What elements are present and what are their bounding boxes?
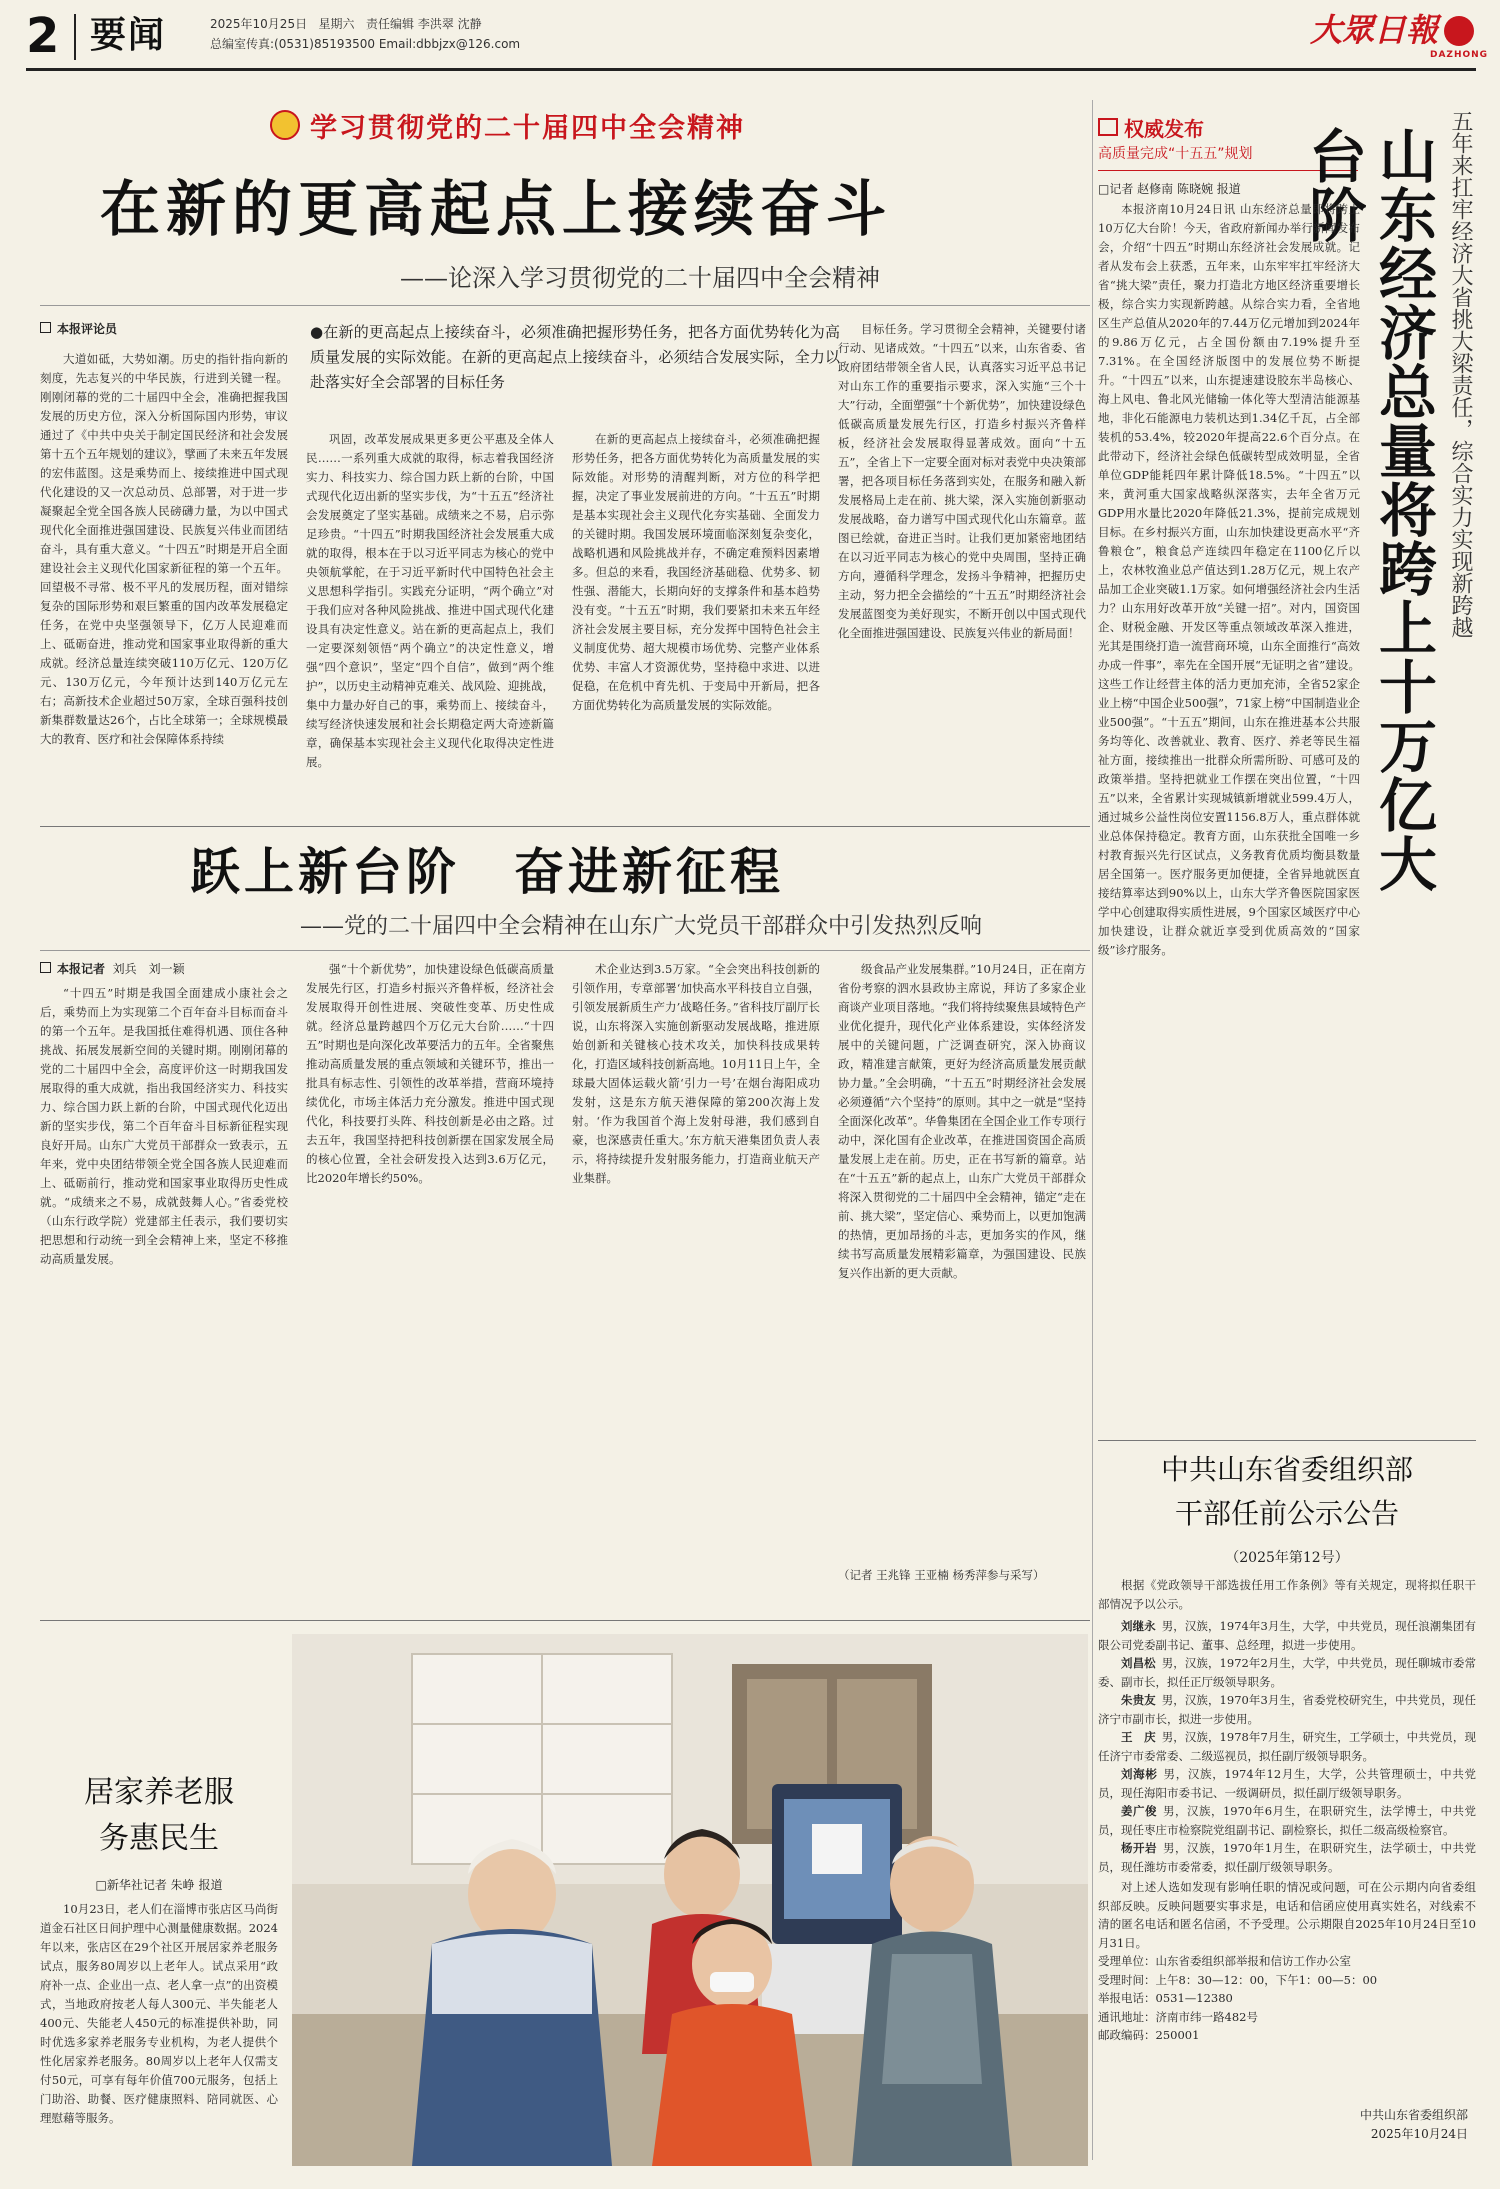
notice-contacts [1098,1952,1476,2045]
page-number: 2 [26,8,60,64]
second-column-3-text: 术企业达到3.5万家。“全会突出科技创新的引领作用，专章部署‘加快高水平科技自立自强，引领发展新质生产力’战略任务。”省科技厅副厅长说，山东将深入实施创新驱动发展战略，推进原始创新和关键核心技术攻关，加快科技成果转化，打造区域科技创新高地。10月11日上午，全球最大固体运载火箭‘引力一号’在烟台海阳成功发射，这是东方航天港保障的第200次海上发射。‘作为我国首个海上发射母港，我们感到自豪，也深感责任重大。’东方航天港集团负责人表示，将持续提升发射服务能力，打造商业航天产业集群。 [572,962,820,1185]
lead-column-4 [838,320,1086,810]
authority-tag [1098,114,1204,140]
contact-line: 总编室传真:(0531)85193500 Email:dbbjzx@126.com [210,37,521,51]
nominee-item [1098,1691,1476,1728]
photo-title-text: 居家养老服务惠民生 [84,1775,234,1856]
second-subhead-rule [40,950,1090,951]
notice-office: 受理单位：山东省委组织部举报和信访工作办公室 [1098,1954,1351,1968]
notice-title-line-2: 干部任前公示公告 [1174,1497,1399,1530]
nominee-desc: 男，汉族，1974年3月生，大学，中共党员，现任浪潮集团有限公司党委副书记、董事、总经理，拟进一步使用。 [1098,1619,1476,1652]
second-column-2-text: 强“十个新优势”，加快建设绿色低碳高质量发展先行区，打造乡村振兴齐鲁样板，经济社会发展取得开创性进展、突破性变革、历史性成就。经济总量跨越四个万亿元大台阶……“十四五”时期也是向深化改革要活力的五年。全省聚焦推动高质量发展的重点领域和关键环节，推出一批具有标志性、引领性的改革举措，营商环境持续优化，市场主体活力充分激发。推进中国式现代化，科技要打头阵、科技创新是必由之路。过去五年，我国坚持把科技创新摆在国家发展全局的核心位置，全社会研发投入达到3.6万亿元，比2020年增长约50%。 [306,962,554,1185]
nominee-desc: 男，汉族，1974年12月生，大学，公共管理硕士，中共党员，现任海阳市委书记、一级调研员，拟任副厅级领导职务。 [1098,1767,1476,1800]
notice-hours: 受理时间：上午8：30—12：00，下午1：00—5：00 [1098,1972,1378,1987]
lead-column-2 [306,430,554,810]
newspaper-logo [1310,10,1489,64]
nominee-name: 杨开岩 [1121,1841,1157,1855]
notice-intro: 根据《党政领导干部选拔任用工作条例》等有关规定，现将拟任职干部情况予以公示。 [1098,1578,1476,1611]
byline-box-icon-2 [40,962,51,973]
notice-title [1098,1448,1476,1536]
lead-column-3-text: 在新的更高起点上接续奋斗，必须准确把握形势任务，把各方面优势转化为高质量发展的实际效能。对形势的清醒判断，对方位的科学把握，决定了事业发展前进的方向。“十五五”时期是基本实现社会主义现代化夯实基础、全面发力的关键时期。我国发展环境面临深刻复杂变化，战略机遇和风险挑战并存，不确定难预料因素增多。但总的来看，我国经济基础稳、优势多、韧性强、潜能大，长期向好的支撑条件和基本趋势没有变。“十五五”时期，我们要紧扣未来五年经济社会发展主要目标，充分发挥中国特色社会主义制度优势、超大规模市场优势、完整产业体系优势、丰富人才资源优势，坚持稳中求进、以进促稳，在危机中育先机、于变局中开新局，把各方面优势转化为高质量发展的实际效能。 [572,432,820,712]
logo-emblem-icon [1444,16,1474,46]
authority-headline: 山东经济总量将跨上十万亿大台阶 [1299,126,1437,893]
issue-editors: 责任编辑 李洪翠 沈静 [366,17,482,31]
section-name: 要闻 [90,15,167,56]
second-column-2 [306,960,554,1610]
nominee-item [1098,1617,1476,1654]
photo-title [40,1770,278,1862]
lead-bottom-rule [40,826,1090,827]
second-headline: 跃上新台阶 奋进新征程 [190,843,784,901]
lead-column-3 [572,430,820,810]
issue-weekday: 星期六 [318,17,355,31]
second-column-3 [572,960,820,1610]
nominee-item [1098,1654,1476,1691]
lead-column-2-text: 巩固，改革发展成果更多更公平惠及全体人民……一系列重大成就的取得，标志着我国经济实力、科技实力、综合国力跃上新的台阶，中国式现代化迈出新的坚实步伐，为“十五五”经济社会发展奠定了坚实基础。成绩来之不易，启示弥足珍贵。“十四五”时期我国经济社会发展重大成就的取得，根本在于以习近平同志为核心的党中央领航掌舵，在于习近平新时代中国特色社会主义思想科学指引。实践充分证明，“两个确立”对于我们应对各种风险挑战、推进中国式现代化建设具有决定性意义。站在新的更高起点上，我们一定要深刻领悟“两个确立”的决定性意义，增强“四个意识”，坚定“四个自信”，做到“两个维护”，以历史主动精神克难关、战风险、迎挑战，集中力量办好自己的事，乘势而上、接续奋斗，续写经济快速发展和社会长期稳定两大奇迹新篇章，确保基本实现社会主义现代化取得决定性进展。 [306,432,554,769]
byline-box-icon [40,322,51,333]
lead-headline: 在新的更高起点上接续奋斗 [100,175,892,245]
second-credit: （记者 王兆锋 王亚楠 杨秀萍参与采写） [838,1568,1045,1582]
second-column-4 [838,960,1086,1560]
theme-banner [270,104,745,146]
authority-byline: □记者 赵修南 陈晓婉 报道 [1098,182,1241,196]
party-emblem-icon [270,110,300,140]
nominee-name: 姜广俊 [1121,1804,1157,1818]
nominee-desc: 男，汉族，1970年3月生，省委党校研究生，中共党员，现任济宁市副市长，拟进一步使用。 [1098,1693,1476,1726]
lead-summary: ●在新的更高起点上接续奋斗，必须准确把握形势任务，把各方面优势转化为高质量发展的实际效能。在新的更高起点上接续奋斗，必须结合发展实际，全力以赴落实好全会部署的目标任务 [310,323,840,391]
nominee-item [1098,1802,1476,1839]
elderly-care-photo [292,1634,1088,2166]
notice-phone: 举报电话：0531—12380 [1098,1991,1233,2005]
notice-sign-org: 中共山东省委组织部 [1359,2108,1468,2122]
lead-column-1 [40,350,288,810]
notice-body [1098,1576,1476,2098]
nominee-item [1098,1728,1476,1765]
photo-illustration [292,1634,1088,2166]
notice-issue: （2025年第12号） [1225,1550,1349,1566]
nominee-item [1098,1765,1476,1802]
masthead-separator [74,14,76,60]
nominee-desc: 男，汉族，1970年1月生，在职研究生，法学硕士，中共党员，现任潍坊市委常委，拟任副厅级领导职务。 [1098,1841,1476,1874]
notice-sign-date: 2025年10月24日 [1370,2127,1468,2141]
masthead-rule [26,68,1476,71]
authority-series: 高质量完成“十五五”规划 [1098,146,1253,162]
second-byline-label: 本报记者 [57,962,106,976]
notice-signature [1098,2106,1468,2144]
notice-address: 通讯地址：济南市纬一路482号 [1098,2009,1258,2024]
second-reporters: 刘兵 刘一颖 [112,962,185,976]
notice-tail: 对上述人选如发现有影响任职的情况或问题，可在公示期内向省委组织部反映。反映问题要实事求是，电话和信函应使用真实姓名，对线索不清的匿名电话和匿名信函，不予受理。公示期限自2025年10月24日至10月31日。 [1098,1880,1476,1950]
nominee-desc: 男，汉族，1972年2月生，大学，中共党员，现任聊城市委常委、副市长，拟任正厅级领导职务。 [1098,1656,1476,1689]
lead-subhead-rule [40,305,1090,306]
nominee-name: 刘昌松 [1121,1656,1156,1670]
authority-subtitle: 五年来扛牢经济大省挑大梁责任，综合实力实现新跨越 [1448,110,1473,638]
nominee-desc: 男，汉族，1970年6月生，在职研究生，法学博士，中共党员，现任枣庄市检察院党组副书记、副检察长，拟任二级高级检察官。 [1098,1804,1476,1837]
photo-byline: □新华社记者 朱峥 报道 [95,1878,223,1892]
banner-text: 学习贯彻党的二十届四中全会精神 [310,112,745,144]
lead-column-4-text: 目标任务。学习贯彻全会精神，关键要付诸行动、见诸成效。“十四五”以来，山东省委、省政府团结带领全省人民，认真落实习近平总书记对山东工作的重要指示要求，深入实施“三个十大”行动，全面塑强“十个新优势”，加快建设绿色低碳高质量发展先行区，打造乡村振兴齐鲁样板，经济社会发展取得显著成效。面向“十五五”，全省上下一定要全面对标对表党中央决策部署，把各项目标任务落到实处，在服务和融入新发展格局上走在前、挑大梁，深入实施创新驱动发展战略，奋力谱写中国式现代化山东篇章。蓝图已绘就，奋进正当时。让我们更加紧密地团结在以习近平同志为核心的党中央周围，坚持正确方向，遵循科学理念，发扬斗争精神，把握历史主动，努力把全会描绘的“十五五”时期经济社会发展蓝图变为美好现实，不断开创以中国式现代化全面推进强国建设、民族复兴伟业的新局面！ [838,322,1086,640]
authority-body-text: 本报济南10月24日讯 山东经济总量即将跨上10万亿大台阶！今天，省政府新闻办举行新闻发布会，介绍“十四五”时期山东经济社会发展成就。记者从发布会上获悉，五年来，山东牢牢扛牢经济大省“挑大梁”责任，聚力打造北方地区经济重要增长极，综合实力实现新跨越。从综合实力看，全省地区生产总值从2020年的7.44万亿元增加到2024年的9.86万亿元，占全国份额由7.19%提升至7.31%。在全国经济版图中的发展位势不断提升。“十四五”以来，山东提速建设胶东半岛核心、海上风电、鲁北风光储输一体化等大型清洁能源基地，非化石能源电力装机达到1.34亿千瓦，占全部装机的53.4%，较2020年提高22.6个百分点。在此带动下，经济社会绿色低碳转型成效明显，全省单位GDP能耗四年累计降低18.5%。“十四五”以来，黄河重大国家战略纵深落实，去年全省万元GDP用水量比2020年降低21.3%，提前完成规划目标。在乡村振兴方面，山东加快建设更高水平“齐鲁粮仓”，粮食总产连续四年稳定在1100亿斤以上，农林牧渔业总产值达到1.28万亿元，规上农产品加工企业突破1.1万家。如何增强经济社会内生活力？山东用好改革开放“关键一招”。对内，国资国企、财税金融、开发区等重点领域改革深入推进，光其是围绕打造一流营商环境，山东全面推行“高效办成一件事”，率先在全国开展“无证明之省”建设。这些工作让经营主体的活力更加充沛，全省52家企业上榜“中国企业500强”，71家上榜“中国制造业企业500强”。“十五五”期间，山东在推进基本公共服务均等化、改善就业、教育、医疗、养老等民生福祉方面，接续推出一批群众所需所盼、可感可及的政策举措。坚持把就业工作摆在突出位置，“十四五”以来，全省累计实现城镇新增就业599.4万人，通过城乡公益性岗位安置1156.8万人，重点群体就业总体保持稳定。教育方面，山东获批全国唯一乡村教育振兴先行区试点，义务教育优质均衡县数量居全国第一。医疗服务更加便捷，全省异地就医直接结算率达到90%以上，山东大学齐鲁医院国家医学中心创建取得实质性进展，9个国家区域医疗中心加快建设，让群众就近享受到优质高效的“国家级”诊疗服务。 [1098,202,1360,957]
authority-bottom-rule [1098,1440,1476,1441]
lead-subhead: ——论深入学习贯彻党的二十届四中全会精神 [400,264,880,292]
second-bottom-rule [40,1620,1090,1621]
logo-english: DAZHONG [1430,50,1489,60]
nominee-name: 王 庆 [1121,1730,1156,1744]
main-right-divider [1092,100,1093,2160]
issue-date: 2025年10月25日 [210,17,308,31]
nominee-item [1098,1839,1476,1876]
authority-body [1098,200,1360,1368]
photo-caption-text: 10月23日，老人们在淄博市张店区马尚街道金石社区日间护理中心测量健康数据。2024年以来，张店区在29个社区开展居家养老服务试点，服务80周岁以上老年人。试点采用“政府补一点、企业出一点、老人拿一点”的出资模式，当地政府按老人每人300元、半失能老人400元、失能老人450元的标准提供补助，同时优选多家养老服务专业机构，为老人提供个性化居家养老服务。80周岁以上老年人仅需支付50元，可享有每年价值700元服务，包括上门助浴、助餐、医疗健康照料、陪同就医、心理慰藉等服务。 [40,1902,278,2125]
lead-column-1-text: 大道如砥，大势如潮。历史的指针指向新的刻度，先志复兴的中华民族，行进到关键一程。刚刚闭幕的党的二十届四中全会，准确把握我国发展的历史方位，深入分析国际国内形势，审议通过了《中共中央关于制定国民经济和社会发展第十五个五年规划的建议》，擘画了未来五年发展的宏伟蓝图。这是乘势而上、接续推进中国式现代化建设的又一次总动员、总部署，对于进一步凝聚起全党全国各族人民磅礴力量，为以中国式现代化全面推进强国建设、民族复兴伟业而团结奋斗，具有重大意义。“十四五”时期是开启全面建设社会主义现代化国家新征程的第一个五年。回望极不寻常、极不平凡的发展历程，面对错综复杂的国际形势和艰巨繁重的国内改革发展稳定任务，在党中央坚强领导下，亿万人民迎难而上、砥砺奋进，推动党和国家事业取得新的重大成就。经济总量连续突破110万亿元、120万亿元、130万亿元，今年预计达到140万亿元左右；高新技术企业超过50万家，全球百强科技创新集群数量达26个，占比全球第一；全球规模最大的教育、医疗和社会保障体系持续 [40,352,288,746]
release-badge-icon [1098,118,1118,136]
masthead-info [210,14,770,54]
nominee-name: 朱贵友 [1121,1693,1156,1707]
lead-byline-text: 本报评论员 [57,322,118,336]
logo-text: 大眾日報 [1310,11,1439,49]
nominee-name: 刘海彬 [1121,1767,1158,1781]
second-column-1 [40,984,288,1610]
second-column-1-text: “十四五”时期是我国全面建成小康社会之后，乘势而上为实现第二个百年奋斗目标而奋斗的第一个五年。是我国抵住难得机遇、顶住各种挑战、拓展发展新空间的关键时期。刚刚闭幕的党的二十届四中全会，高度评价这一时期我国发展取得的重大成就，指出我国经济实力、科技实力、综合国力跃上新的台阶，中国式现代化迈出新的坚实步伐，第二个百年奋斗目标新征程实现良好开局。山东广大党员干部群众一致表示，五年来，党中央团结带领全党全国各族人民迎难而上、砥砺前行，推动党和国家事业取得历史性成就。“成绩来之不易，成就鼓舞人心。”省委党校（山东行政学院）党建部主任表示，我们要切实把思想和行动统一到全会精神上来，坚定不移推动高质量发展。 [40,986,288,1266]
authority-tag-text: 权威发布 [1124,116,1204,141]
photo-caption [40,1900,278,2160]
nominee-list [1098,1617,1476,1876]
lead-byline [40,320,117,338]
notice-title-line-1: 中共山东省委组织部 [1160,1453,1413,1486]
second-subhead: ——党的二十届四中全会精神在山东广大党员干部群众中引发热烈反响 [300,914,983,939]
notice-postcode: 邮政编码：250001 [1098,2028,1200,2042]
second-column-4-text: 级食品产业发展集群。”10月24日，正在南方省份考察的泗水县政协主席说，拜访了多家企业商谈产业项目落地。“我们将持续聚焦县域特色产业优化提升，现代化产业体系建设，实体经济发展中的关键问题，广泛调查研究，深入协商议政，精准建言献策，更好为经济高质量发展贡献协力量。”全会明确，“十五五”时期经济社会发展必须遵循“六个坚持”的原则。其中之一就是“坚持全面深化改革”。华鲁集团在全国企业工作专项行动中，深化国有企业改革，在推进国资国企高质量发展上走在前。历史，正在书写新的篇章。站在“十五五”新的起点上，山东广大党员干部群众将深入贯彻党的二十届四中全会精神，锚定“走在前、挑大梁”，坚定信心、乘势而上，以更加饱满的热情，更加昂扬的斗志，更加务实的作风，继续书写高质量发展精彩篇章，为强国建设、民族复兴作出新的更大贡献。 [838,962,1086,1280]
second-byline [40,960,185,978]
nominee-desc: 男，汉族，1978年7月生，研究生，工学硕士，中共党员，现任济宁市委常委、二级巡视员，拟任副厅级领导职务。 [1098,1730,1476,1763]
nominee-name: 刘继永 [1121,1619,1156,1633]
